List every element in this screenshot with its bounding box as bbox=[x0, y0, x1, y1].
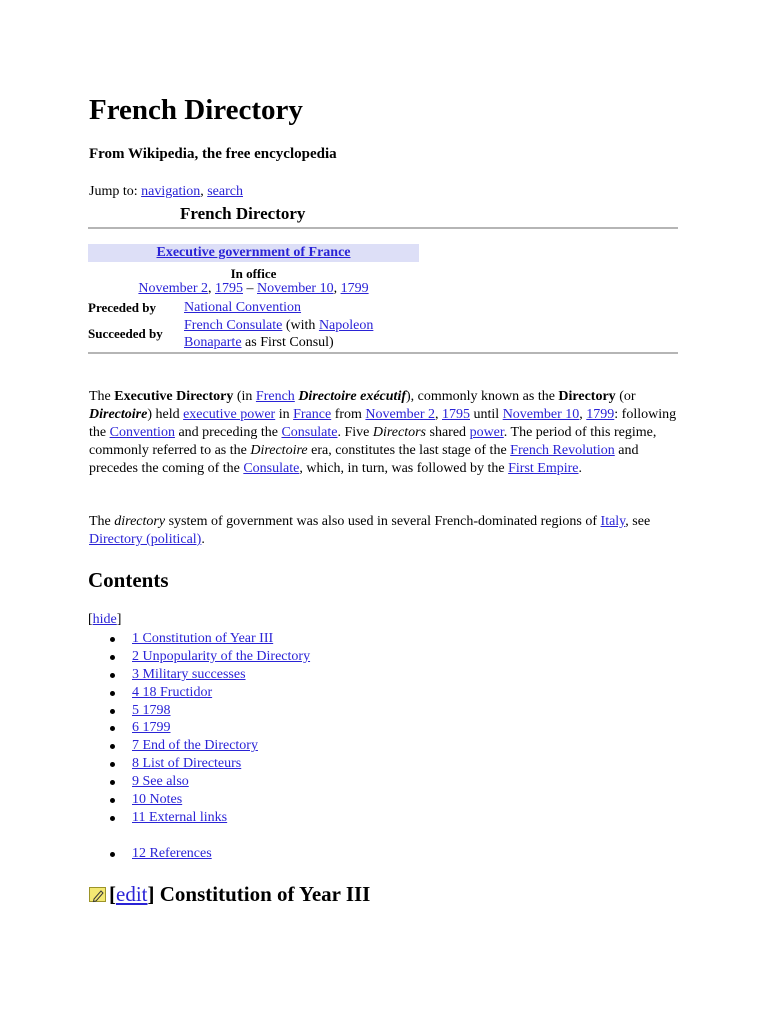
table-of-contents bbox=[108, 630, 310, 863]
date-comma: , bbox=[208, 281, 215, 296]
link-first-empire[interactable]: First Empire bbox=[508, 461, 579, 476]
link-france[interactable]: France bbox=[293, 407, 332, 422]
date-link-end-day[interactable]: November 10 bbox=[257, 281, 334, 296]
toc-item bbox=[108, 719, 310, 737]
toc-link[interactable]: 4 18 Fructidor bbox=[132, 684, 213, 700]
french-consulate-link[interactable]: French Consulate bbox=[184, 318, 283, 333]
executive-government-link[interactable]: Executive government of France bbox=[156, 245, 351, 260]
hide-link[interactable]: hide bbox=[92, 612, 117, 627]
toc-item bbox=[108, 737, 310, 755]
link-french-revolution[interactable]: French Revolution bbox=[510, 443, 615, 458]
toc-link[interactable]: 2 Unpopularity of the Directory bbox=[132, 648, 311, 664]
bullet-icon bbox=[110, 709, 115, 714]
preceded-by-label: Preceded by bbox=[88, 300, 156, 315]
text: : following the bbox=[89, 407, 677, 440]
toc-link[interactable]: 10 Notes bbox=[132, 792, 183, 808]
text: system of government was also used in several French-dominated regions of bbox=[165, 514, 601, 529]
bold-italic-term: Directoire exécutif bbox=[298, 389, 406, 404]
jump-separator: , bbox=[200, 184, 208, 199]
text: The bbox=[89, 514, 115, 529]
toc-item bbox=[108, 666, 310, 684]
infobox-title: French Directory bbox=[180, 204, 306, 223]
text: ) held bbox=[147, 407, 184, 422]
link-italy[interactable]: Italy bbox=[600, 514, 626, 529]
toc-link[interactable]: 12 References bbox=[132, 845, 212, 861]
toc-item bbox=[108, 702, 310, 720]
italic-term: directory bbox=[114, 514, 166, 529]
text: (or bbox=[615, 389, 636, 404]
toc-hide-toggle bbox=[88, 612, 121, 628]
text: . Five bbox=[337, 425, 373, 440]
contents-heading: Contents bbox=[88, 568, 169, 592]
infobox-bottom-rule bbox=[88, 352, 678, 354]
toc-item bbox=[108, 684, 310, 702]
bracket: ] bbox=[116, 612, 122, 627]
jump-search-link[interactable]: search bbox=[207, 184, 243, 199]
jump-to-links bbox=[89, 184, 243, 200]
edit-pencil-icon-glyph bbox=[90, 888, 107, 903]
text: . The period of this regime, commonly referred to as the bbox=[89, 425, 657, 458]
date-link-start-day[interactable]: November 2 bbox=[138, 281, 208, 296]
toc-link[interactable]: 1 Constitution of Year III bbox=[132, 631, 274, 646]
link-french[interactable]: French bbox=[255, 389, 295, 404]
date-link-start-year[interactable]: 1795 bbox=[215, 281, 243, 296]
toc-item bbox=[108, 773, 310, 791]
text: and preceding the bbox=[174, 425, 282, 440]
bracket: [ bbox=[88, 612, 93, 627]
jump-navigation-link[interactable]: navigation bbox=[141, 184, 201, 199]
bracket: ] bbox=[147, 882, 155, 906]
succeeded-by-value bbox=[184, 317, 404, 351]
succeeded-text: (with bbox=[282, 318, 319, 333]
bullet-icon bbox=[110, 798, 115, 803]
text: (in bbox=[233, 389, 256, 404]
intro-paragraph bbox=[89, 388, 679, 478]
succeeded-text: as First Consul) bbox=[241, 335, 334, 350]
bullet-icon bbox=[110, 744, 115, 749]
toc-link[interactable]: 11 External links bbox=[132, 809, 228, 825]
date-link-end-year[interactable]: 1799 bbox=[340, 281, 369, 296]
text: and precedes the coming of the bbox=[89, 443, 639, 476]
text: . bbox=[578, 461, 583, 476]
italic-term: Directoire bbox=[250, 443, 308, 458]
link-convention[interactable]: Convention bbox=[109, 425, 175, 440]
bullet-icon bbox=[110, 762, 115, 767]
link-executive-power[interactable]: executive power bbox=[183, 407, 276, 422]
infobox-top-rule bbox=[88, 227, 678, 229]
preceded-by-value bbox=[184, 299, 301, 316]
text: , which, in turn, was followed by the bbox=[299, 461, 509, 476]
toc-link[interactable]: 8 List of Directeurs bbox=[132, 756, 242, 772]
toc-link[interactable]: 9 See also bbox=[132, 774, 189, 790]
bullet-icon bbox=[110, 655, 115, 660]
bullet-icon bbox=[110, 637, 115, 642]
napoleon-bonaparte-link[interactable]: Napoleon Bonaparte bbox=[184, 318, 374, 350]
toc-item bbox=[108, 791, 310, 809]
link-consulate-2[interactable]: Consulate bbox=[243, 461, 300, 476]
link-power[interactable]: power bbox=[469, 425, 504, 440]
toc-item bbox=[108, 648, 310, 666]
text: . bbox=[201, 532, 205, 547]
text: The bbox=[89, 389, 115, 404]
text: from bbox=[331, 407, 366, 422]
second-paragraph bbox=[89, 513, 679, 549]
text: ), commonly known as the bbox=[406, 389, 559, 404]
infobox-header bbox=[88, 244, 419, 262]
bullet-icon bbox=[110, 691, 115, 696]
toc-link[interactable]: 5 1798 bbox=[132, 702, 171, 718]
in-office-label: In office bbox=[230, 266, 277, 281]
bullet-icon bbox=[110, 780, 115, 785]
bullet-icon bbox=[110, 673, 115, 678]
bullet-icon bbox=[110, 816, 115, 821]
date-dash: – bbox=[243, 281, 257, 296]
link-consulate[interactable]: Consulate bbox=[281, 425, 338, 440]
date-comma: , bbox=[333, 281, 341, 296]
toc-item bbox=[108, 845, 310, 863]
text: , bbox=[435, 407, 443, 422]
page-title: French Directory bbox=[89, 94, 303, 126]
italic-term: Directors bbox=[372, 425, 427, 440]
toc-link[interactable]: 3 Military successes bbox=[132, 666, 246, 682]
link-november-10[interactable]: November 10 bbox=[502, 407, 580, 422]
bold-term: Directory bbox=[558, 389, 616, 404]
bold-italic-term: Directoire bbox=[89, 407, 148, 422]
link-1799[interactable]: 1799 bbox=[586, 407, 615, 422]
text: , bbox=[579, 407, 587, 422]
page-tagline: From Wikipedia, the free encyclopedia bbox=[89, 146, 337, 162]
jump-prefix: Jump to: bbox=[89, 184, 142, 199]
bracket: [ bbox=[109, 882, 116, 906]
link-1795[interactable]: 1795 bbox=[442, 407, 471, 422]
text: era, constitutes the last stage of the bbox=[307, 443, 511, 458]
bold-term: Executive Directory bbox=[114, 389, 234, 404]
in-office-dates bbox=[88, 281, 419, 297]
succeeded-by-label: Succeeded by bbox=[88, 326, 163, 341]
text: until bbox=[470, 407, 503, 422]
text: in bbox=[275, 407, 294, 422]
toc-item bbox=[108, 809, 310, 827]
edit-pencil-icon[interactable] bbox=[89, 887, 106, 902]
bullet-icon bbox=[110, 852, 115, 857]
toc-item bbox=[108, 755, 310, 773]
link-directory-political[interactable]: Directory (political) bbox=[89, 532, 202, 547]
bullet-icon bbox=[110, 726, 115, 731]
text: shared bbox=[426, 425, 470, 440]
toc-link[interactable]: 6 1799 bbox=[132, 720, 171, 736]
link-november-2[interactable]: November 2 bbox=[365, 407, 436, 422]
national-convention-link[interactable]: National Convention bbox=[184, 300, 302, 315]
edit-section-link[interactable]: edit bbox=[116, 882, 148, 906]
section-heading-constitution bbox=[89, 882, 370, 907]
toc-item bbox=[108, 630, 310, 648]
text: , see bbox=[625, 514, 651, 529]
section-title: Constitution of Year III bbox=[154, 882, 371, 906]
toc-link[interactable]: 7 End of the Directory bbox=[132, 738, 258, 754]
